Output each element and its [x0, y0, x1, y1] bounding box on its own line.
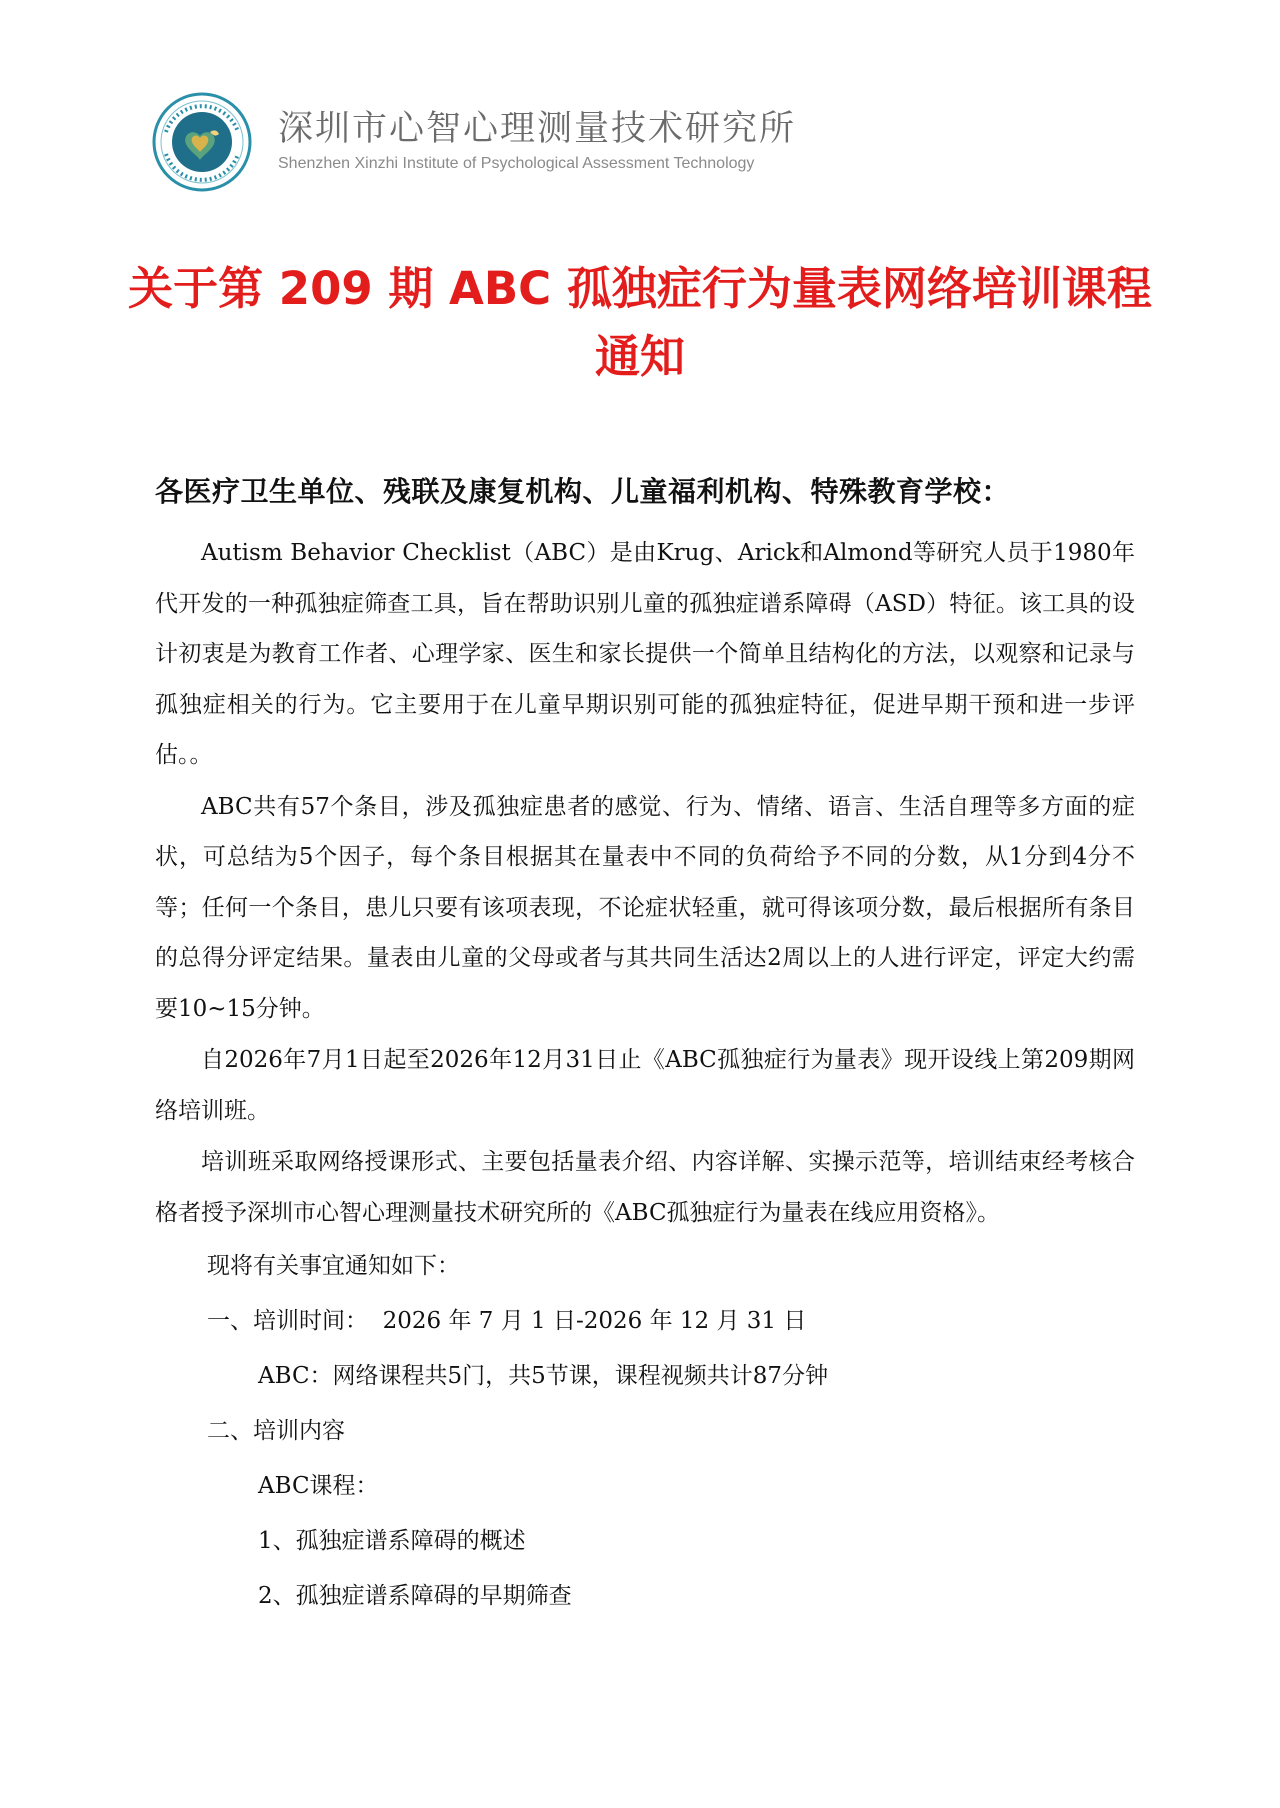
notice-intro: 现将有关事宜通知如下： — [207, 1253, 460, 1279]
course-item: 2、孤独症谱系障碍的早期筛查 — [258, 1583, 572, 1609]
course-label: ABC课程： — [258, 1473, 379, 1499]
training-time-detail: ABC：网络课程共5门，共5节课，课程视频共计87分钟 — [258, 1363, 829, 1389]
notice-body — [155, 470, 1135, 1624]
organization-name-cn: 深圳市心智心理测量技术研究所 — [278, 109, 797, 149]
paragraph-course-period: 自2026年7月1日起至2026年12月31日止《ABC孤独症行为量表》现开设线上第209期网络培训班。 — [155, 1047, 1135, 1124]
notice-title-line-1: 关于第 209 期 ABC 孤独症行为量表网络培训课程 — [128, 262, 1152, 315]
paragraph-abc-introduction: Autism Behavior Checklist（ABC）是由Krug、Arick和Almond等研究人员于1980年代开发的一种孤独症筛查工具，旨在帮助识别儿童的孤独症谱系障碍（ASD）特征。该工具的设计初衷是为教育工作者、心理学家、医生和家长提供一个简单且结构化的方法，以观察和记录与孤独症相关的行为。它主要用于在儿童早期识别可能的孤独症特征，促进早期干预和进一步评估。。 — [155, 540, 1135, 768]
training-content-heading: 二、培训内容 — [207, 1418, 345, 1444]
course-item: 1、孤独症谱系障碍的概述 — [258, 1528, 526, 1554]
salutation: 各医疗卫生单位、残联及康复机构、儿童福利机构、特殊教育学校： — [155, 475, 1011, 508]
paragraph-course-format: 培训班采取网络授课形式、主要包括量表介绍、内容详解、实操示范等，培训结束经考核合格者授予深圳市心智心理测量技术研究所的《ABC孤独症行为量表在线应用资格》。 — [155, 1149, 1135, 1226]
document-header — [152, 92, 796, 192]
organization-name-en: Shenzhen Xinzhi Institute of Psychological Assessment Technology — [278, 155, 755, 172]
notice-title — [100, 255, 1180, 391]
notice-title-line-2: 通知 — [594, 330, 685, 383]
training-time-heading: 一、培训时间： 2026 年 7 月 1 日-2026 年 12 月 31 日 — [207, 1308, 807, 1334]
paragraph-abc-structure: ABC共有57个条目，涉及孤独症患者的感觉、行为、情绪、语言、生活自理等多方面的症状，可总结为5个因子，每个条目根据其在量表中不同的负荷给予不同的分数，从1分到4分不等；任何一个条目，患儿只要有该项表现，不论症状轻重，就可得该项分数，最后根据所有条目的总得分评定结果。量表由儿童的父母或者与其共同生活达2周以上的人进行评定，评定大约需要10~15分钟。 — [155, 793, 1135, 1022]
institute-logo-icon — [152, 92, 252, 192]
organization-name-block — [278, 109, 796, 175]
